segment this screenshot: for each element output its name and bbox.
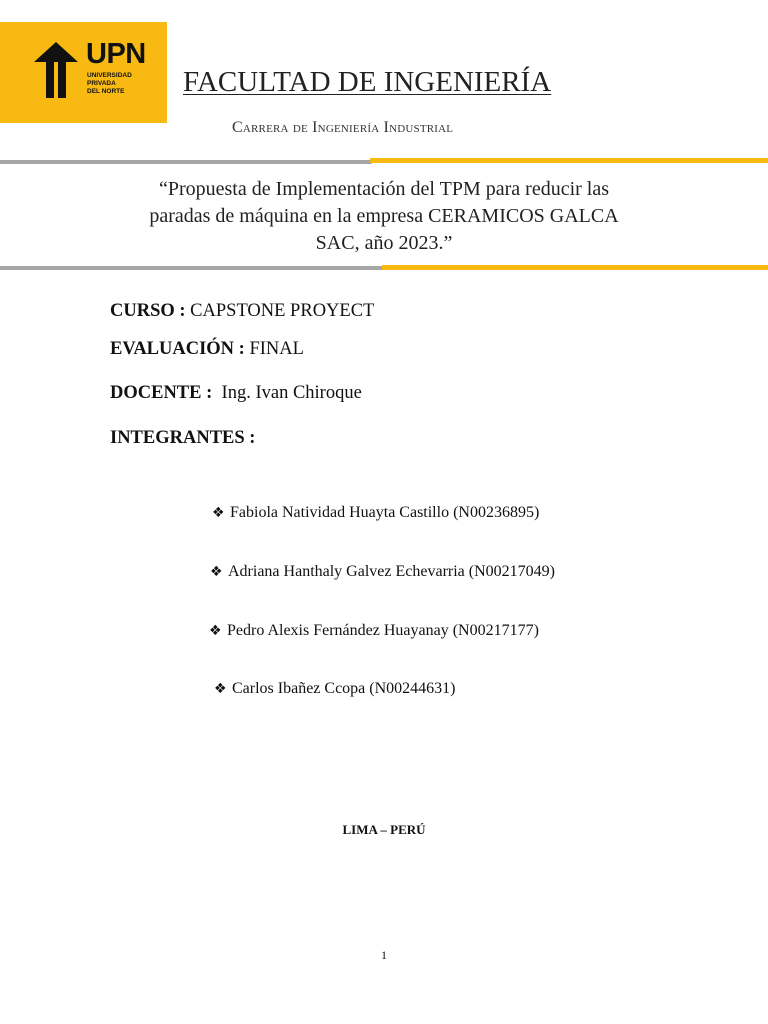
top-rule-gold — [370, 158, 768, 163]
diamond-bullet-icon: ❖ — [214, 681, 227, 697]
career-subtitle: Carrera de Ingeniería Industrial — [232, 119, 454, 136]
course-label: CURSO : — [110, 301, 186, 321]
upn-arrow-icon — [32, 42, 80, 104]
member-item: ❖ Carlos Ibañez Ccopa (N00244631) — [214, 680, 456, 697]
evaluation-field — [110, 339, 304, 360]
page-number: 1 — [381, 948, 387, 962]
diamond-bullet-icon: ❖ — [212, 505, 225, 521]
member-item: ❖ Adriana Hanthaly Galvez Echevarria (N00217049) — [210, 563, 555, 580]
bottom-rule-gold — [382, 265, 768, 270]
members-heading — [110, 428, 255, 449]
member-item: ❖ Pedro Alexis Fernández Huayanay (N00217177) — [209, 622, 539, 639]
logo-wordmark: UPN — [86, 38, 146, 70]
member-item: ❖ Fabiola Natividad Huayta Castillo (N00236895) — [212, 504, 540, 521]
course-value: CAPSTONE PROYECT — [190, 301, 375, 321]
faculty-title: FACULTAD DE INGENIERÍA — [183, 66, 552, 98]
diamond-bullet-icon: ❖ — [210, 564, 223, 580]
teacher-field — [110, 383, 362, 404]
evaluation-value: FINAL — [249, 339, 304, 359]
proposal-title: “Propuesta de Implementación del TPM para reducir las paradas de máquina en la empresa CERAMICOS GALCA SAC, año 2023.” — [149, 178, 619, 254]
diamond-bullet-icon: ❖ — [209, 623, 222, 639]
upn-logo — [0, 22, 167, 123]
logo-subtitle: UNIVERSIDAD PRIVADA DEL NORTE — [87, 72, 132, 95]
evaluation-label: EVALUACIÓN : — [110, 339, 245, 359]
teacher-value: Ing. Ivan Chiroque — [221, 383, 362, 403]
teacher-label: DOCENTE : — [110, 383, 213, 403]
members-label: INTEGRANTES : — [110, 428, 256, 448]
location-text: LIMA – PERÚ — [342, 822, 426, 837]
bottom-rule-gray — [0, 266, 384, 270]
course-field — [110, 301, 374, 322]
top-rule-gray — [0, 160, 372, 164]
